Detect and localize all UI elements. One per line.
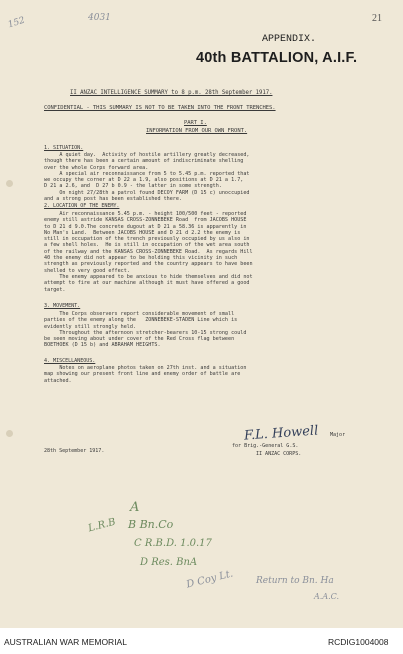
section-heading-situation: 1. SITUATION. (44, 145, 84, 151)
footer-record-id: RCDIG1004008 (328, 637, 389, 647)
annotation-c: C R.B.D. 1.0.17 (134, 538, 212, 549)
section-heading-miscellaneous: 4. MISCELLANEOUS. (44, 358, 96, 364)
section-text-miscellaneous: Notes on aeroplane photos taken on 27th inst. and a situation map showing our present front line and enemy order of battle are attached. (44, 365, 247, 384)
section-heading-movement: 3. MOVEMENT. (44, 303, 81, 309)
annotation-return: Return to Bn. Ha (256, 576, 334, 586)
annotation-d: D Res. BnA (140, 557, 198, 568)
part-title: INFORMATION FROM OUR OWN FRONT. (146, 128, 248, 134)
corner-note-4031: 4031 (88, 13, 111, 23)
section-heading-location: 2. LOCATION OF THE ENEMY. (44, 203, 120, 209)
footer-institution: AUSTRALIAN WAR MEMORIAL (4, 637, 127, 647)
page-number: 21 (372, 13, 382, 24)
annotation-lrb: L.R.B (87, 516, 117, 535)
section-text-movement: The Corps observers report considerable movement of small parties of the enemy along the ZONNEBEKE-STADEN Line which is evidently still strongly held. Throughout the afternoon stretcher-bearers 10-15 strong could be seen moving about under cover of the Red Cross flag between BOETHOEK (D 15 b) and ABRAHAM HEIGHTS. (44, 311, 247, 349)
punch-hole (6, 180, 13, 187)
annotation-aac: A.A.C. (314, 592, 340, 601)
punch-hole (6, 430, 13, 437)
appendix-heading: APPENDIX. (262, 34, 317, 45)
signer-corps: II ANZAC CORPS. (256, 451, 302, 457)
annotation-a: A (130, 500, 140, 515)
summary-title: II ANZAC INTELLIGENCE SUMMARY to 8 p.m. 28th September 1917. (70, 90, 273, 96)
section-text-situation: A quiet day. Activity of hostile artillery greatly decreased, though there has been a certain amount of indiscriminate shelling over the whole Corps forward area. A special air reconnaissance from 5 to 5.45 p.m. reported that we occupy the corner at D 22 a 1.9, also positions at D 21 a 1.7, D 21 a 2.6, and D 27 b 0.9 - the latter in some strength. On night 27/28th a patrol found DECOY FARM (D 15 c) unoccupied and a strong post has been established there. (44, 152, 250, 203)
signer-for-line: for Brig.-General G.S. (232, 443, 299, 449)
corner-note-152: 152 (6, 15, 27, 31)
confidential-warning: CONFIDENTIAL - THIS SUMMARY IS NOT TO BE TAKEN INTO THE FRONT TRENCHES. (44, 105, 276, 111)
handwritten-signature: F.L. Howell (243, 423, 319, 444)
battalion-heading: 40th BATTALION, A.I.F. (196, 50, 358, 66)
annotation-b: B Bn.Co (128, 518, 174, 531)
archive-footer (0, 628, 403, 654)
part-heading: PART I. (184, 120, 207, 126)
annotation-d-coy: D Coy Lt. (185, 568, 235, 591)
document-date: 28th September 1917. (44, 448, 105, 454)
section-text-location: Air reconnaissance 5.45 p.m. - height 100/500 feet - reported enemy still astride KANSAS CROSS-ZONNEBEKE Road from JACOBS HOUSE to D 21 d 9.0.The concrete dugout at D 21 a 58.36 is apparently in No Man's Land. Between JACOBS HOUSE and D 21 d 2.2 the enemy is still in occupation of the trench previously occupied by us also in a few shell holes. He is still in occupation of the wet area south of the railway and the KANSAS CROSS-ZONNEBEKE Road. As regards Hill 40 the enemy did not appear to be holding this vicinity in such strength as previously reported and the country appears to have been shelled to very good effect. The enemy appeared to be anxious to hide themselves and did not attempt to fire at our machine although it must have offered a good target. (44, 211, 253, 293)
signer-rank: Major (330, 432, 346, 438)
